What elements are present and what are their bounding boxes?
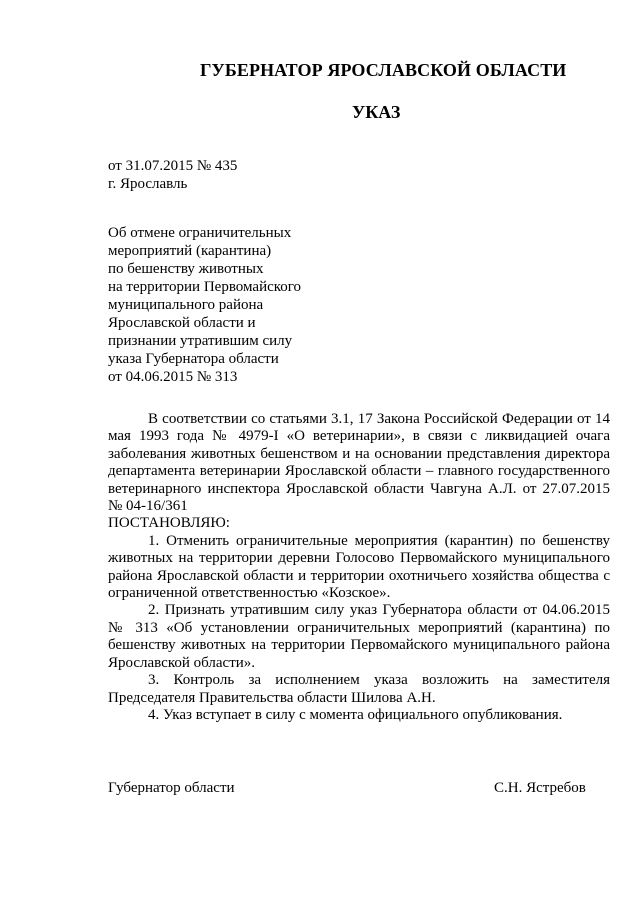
subject-line: мероприятий (карантина)	[108, 243, 272, 259]
subject-line: признании утратившим силу	[108, 333, 293, 349]
decree-word: ПОСТАНОВЛЯЮ:	[108, 515, 230, 532]
subject-line: от 04.06.2015 № 313	[108, 369, 238, 385]
subject-line: муниципального района	[108, 297, 264, 313]
subject-line: на территории Первомайского	[108, 279, 302, 295]
signatory-position: Губернатор области	[108, 780, 235, 796]
document-date-number: от 31.07.2015 № 435	[108, 158, 238, 174]
document-subject	[108, 224, 301, 386]
subject-line: Ярославской области и	[108, 315, 256, 331]
subject-line: Об отмене ограничительных	[108, 225, 292, 241]
document-body	[108, 411, 610, 724]
preamble-paragraph: В соответствии со статьями 3.1, 17 Закона Российской Федерации от 14 мая 1993 года № 4979-I «О ветеринарии», в связи с ликвидацией очага заболевания животных бешенством и на основании представления директора департамента ветеринарии Ярославской области – главного государственного ветеринарного инспектора Ярославской области Чавгуна А.Л. от 27.07.2015 № 04-16/361	[108, 411, 610, 515]
document-type-title: УКАЗ	[352, 102, 401, 122]
issuing-authority-title: ГУБЕРНАТОР ЯРОСЛАВСКОЙ ОБЛАСТИ	[200, 60, 567, 80]
document-meta	[108, 157, 237, 193]
decree-item: 3. Контроль за исполнением указа возложить на заместителя Председателя Правительства области Шилова А.Н.	[108, 672, 610, 706]
signatory-name: С.Н. Ястребов	[494, 780, 586, 796]
subject-line: по бешенству животных	[108, 261, 264, 277]
decree-item: 1. Отменить ограничительные мероприятия (карантин) по бешенству животных на территории деревни Голосово Первомайского муниципального района Ярославской области и территории охотничьего хозяйства общества с ограниченной ответственностью «Козское».	[108, 532, 610, 602]
subject-line: указа Губернатора области	[108, 351, 279, 367]
decree-item: 2. Признать утратившим силу указ Губернатора области от 04.06.2015 № 313 «Об установлении ограничительных мероприятий (карантина) по бешенству животных на территории Первомайского муниципального района Ярославской области».	[108, 602, 610, 671]
document-city: г. Ярославль	[108, 176, 188, 192]
decree-item: 4. Указ вступает в силу с момента официального опубликования.	[148, 706, 563, 723]
